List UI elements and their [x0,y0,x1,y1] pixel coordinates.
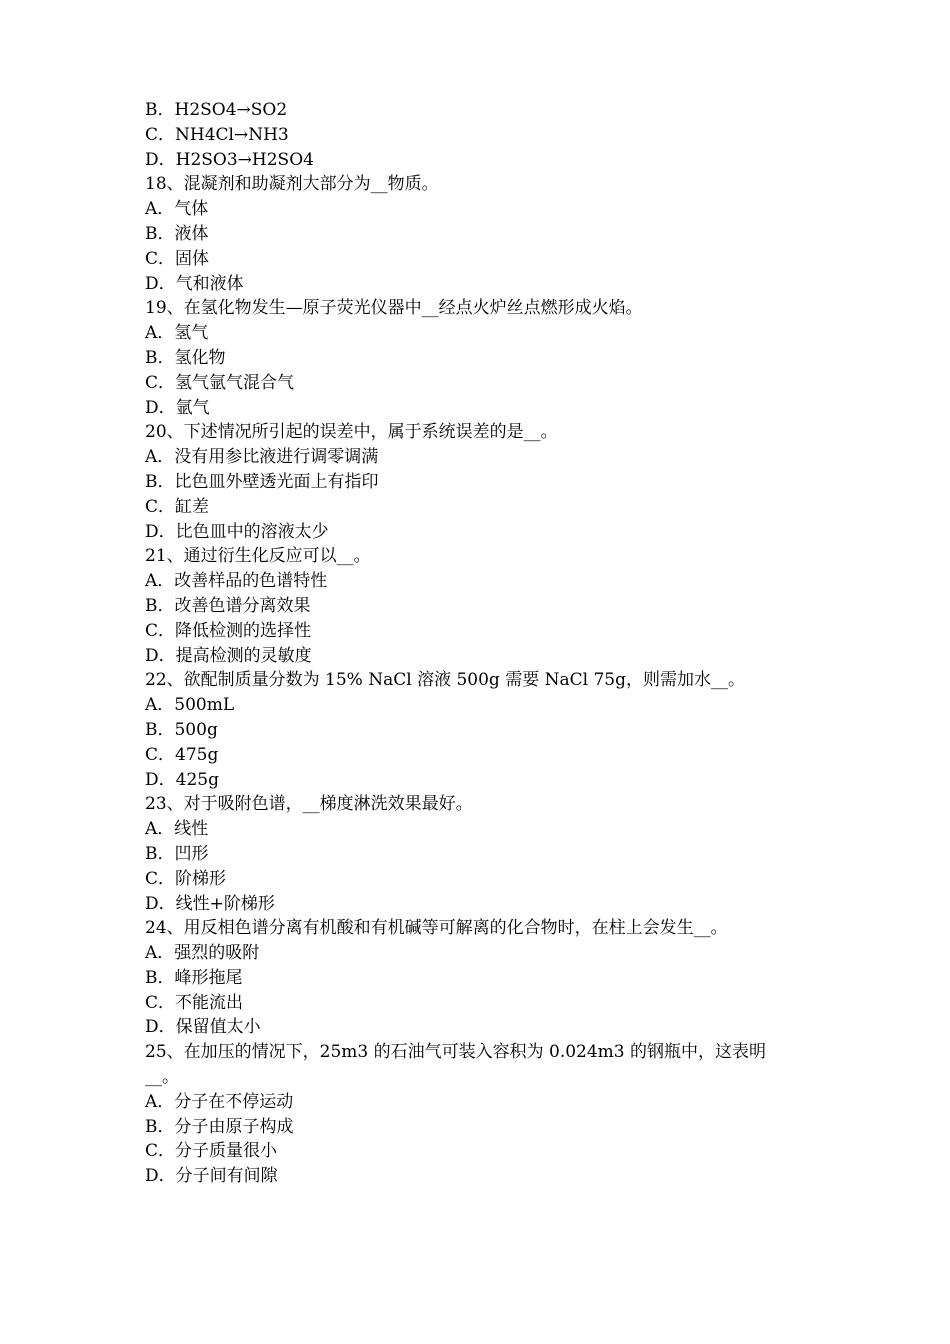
answer-option: A．500mL [145,695,235,716]
question-text: 25、在加压的情况下，25m3 的石油气可装入容积为 0.024m3 的钢瓶中，这表明 [145,1042,767,1063]
answer-option: D．气和液体 [145,273,244,294]
answer-option: B．分子由原子构成 [145,1116,294,1137]
answer-option: B．H2SO4→SO2 [145,100,288,120]
answer-option: D．氩气 [145,397,210,418]
answer-option: A．强烈的吸附 [145,943,260,964]
answer-option: D．提高检测的灵敏度 [145,645,312,666]
answer-option: A．氢气 [145,323,209,344]
question-text: 23、对于吸附色谱，__梯度淋洗效果最好。 [145,794,473,815]
question-list [145,98,815,1189]
answer-option: A．分子在不停运动 [145,1091,294,1112]
question-text: 19、在氢化物发生—原子荧光仪器中__经点火炉丝点燃形成火焰。 [145,298,643,319]
question-text: 24、用反相色谱分离有机酸和有机碱等可解离的化合物时，在柱上会发生__。 [145,918,728,939]
question-text: 22、欲配制质量分数为 15% NaCl 溶液 500g 需要 NaCl 75g，则需加水__。 [145,670,745,691]
answer-option: C．475g [145,744,219,765]
answer-option: C．分子质量很小 [145,1141,278,1162]
question-text: 21、通过衍生化反应可以__。 [145,546,371,567]
answer-option: B．凹形 [145,843,209,864]
answer-option: C．氢气氩气混合气 [145,372,295,393]
answer-option: D．线性+阶梯形 [145,893,275,914]
answer-option: B．液体 [145,223,209,244]
question-text: 18、混凝剂和助凝剂大部分为__物质。 [145,174,439,195]
answer-option: C．固体 [145,248,210,269]
answer-option: D．保留值太小 [145,1017,261,1038]
answer-option: B．改善色谱分离效果 [145,595,311,616]
answer-option: D．分子间有间隙 [145,1166,278,1187]
answer-option: C．NH4Cl→NH3 [145,124,289,145]
answer-option: A．气体 [145,199,209,220]
answer-option: C．降低检测的选择性 [145,620,312,641]
answer-option: A．没有用参比液进行调零调满 [145,447,379,468]
answer-option: A．改善样品的色谱特性 [145,571,328,592]
question-text: 20、下述情况所引起的误差中，属于系统误差的是__。 [145,422,558,443]
answer-option: B．比色皿外壁透光面上有指印 [145,471,379,492]
answer-option: C．缸差 [145,496,210,517]
answer-option: C．不能流出 [145,992,244,1013]
answer-option: D．425g [145,769,219,790]
answer-option: B．峰形拖尾 [145,967,243,988]
answer-option: D．比色皿中的溶液太少 [145,521,329,542]
answer-option: D．H2SO3→H2SO4 [145,149,314,170]
answer-option: A．线性 [145,819,209,840]
answer-option: B．氢化物 [145,347,226,368]
answer-option: B．500g [145,719,218,740]
answer-option: C．阶梯形 [145,868,227,889]
question-text-continuation: __。 [145,1067,179,1088]
